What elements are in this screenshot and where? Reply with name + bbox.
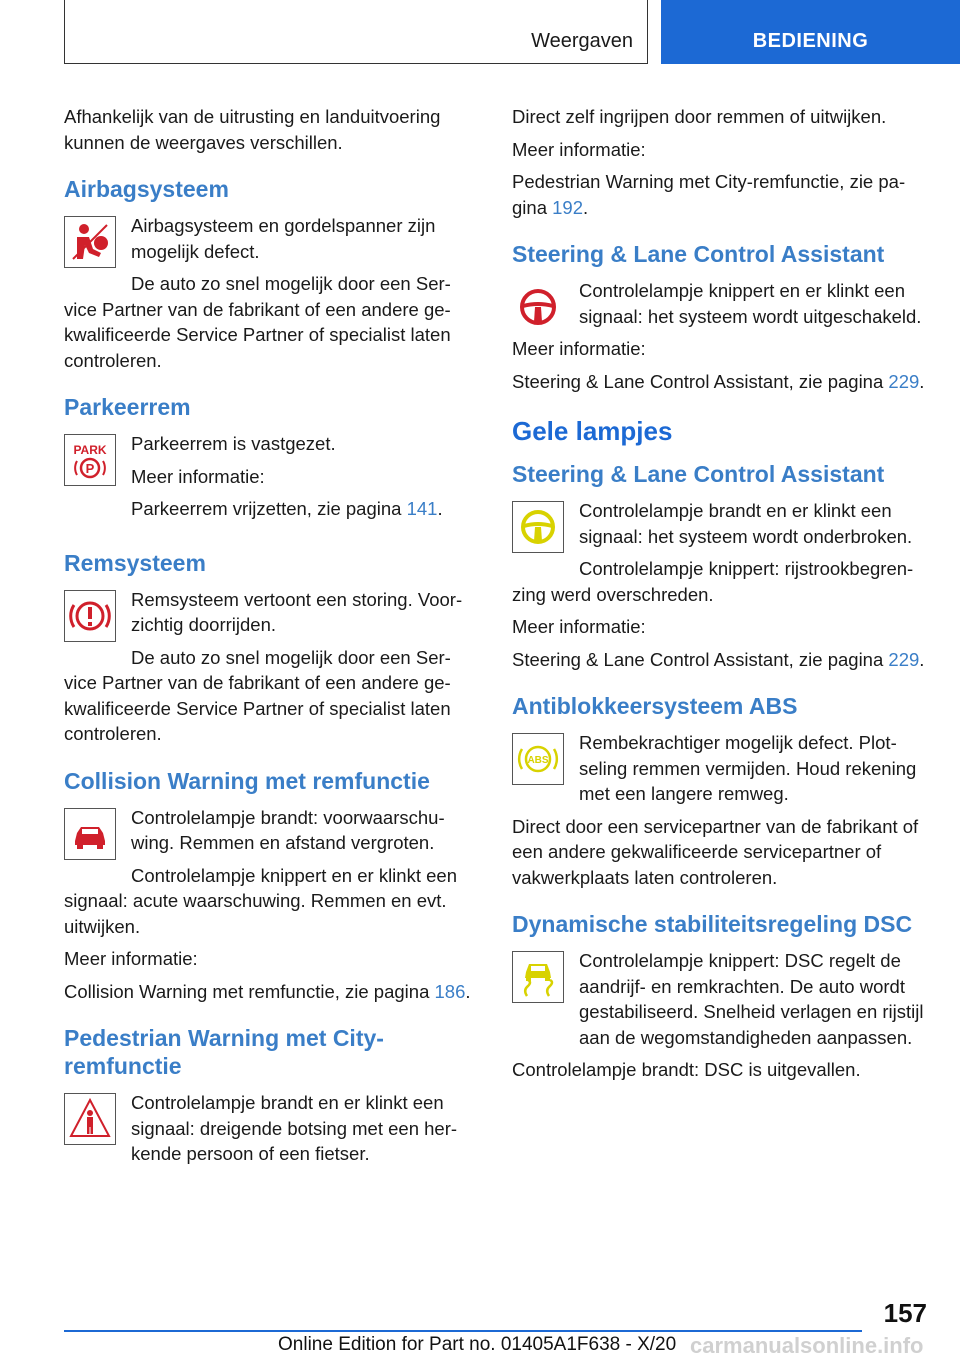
pedestrian-warning-icon xyxy=(64,1093,116,1145)
heading-brake-system: Remsysteem xyxy=(64,549,206,576)
brake-text-2: De auto zo snel mogelijk door een Service Partner van de fabrikant of een andere gekwalificeerde Service Partner of specialist laten controleren. xyxy=(64,646,451,744)
heading-dsc: Dynamische stabiliteitsregeling DSC xyxy=(512,911,913,937)
steering-wheel-yellow-icon xyxy=(512,501,564,553)
entry-airbag xyxy=(64,213,474,271)
heading-yellow-lamps: Gele lampjes xyxy=(512,416,673,446)
collision-page-link[interactable]: 186 xyxy=(434,980,466,1002)
header-section-title: Weergaven xyxy=(531,30,633,52)
airbag-text-1: Airbagsysteem en gordelspanner zijn mogelijk defect. xyxy=(131,215,436,262)
parking-brake-icon xyxy=(64,434,116,486)
pedestrian-text-1: Controlelampje brandt en er klinkt een signaal: dreigende botsing met een herkende persoon of een fietser. xyxy=(131,1092,458,1164)
steering-yellow-text-4: Steering & Lane Control Assistant, zie pagina 229. xyxy=(512,648,925,670)
abs-warning-icon xyxy=(512,733,564,785)
pedestrian-cont-2: Meer informatie: xyxy=(512,138,646,160)
entry-collision-warning xyxy=(64,805,474,863)
intro-text: Afhankelijk van de uitrusting en landuitvoering kunnen de weergaves verschillen. xyxy=(64,106,441,153)
pedestrian-cont-1: Direct zelf ingrijpen door remmen of uitwijken. xyxy=(512,106,887,127)
steering-red-text-1: Controlelampje knippert en er klinkt een signaal: het systeem wordt uitgeschakeld. xyxy=(579,280,922,327)
heading-abs: Antiblokkeersysteem ABS xyxy=(512,693,798,719)
heading-parking-brake: Parkeerrem xyxy=(64,394,191,420)
collision-warning-car-icon xyxy=(64,808,116,860)
entry-brake-system xyxy=(64,587,474,645)
heading-collision-warning: Collision Warning met remfunctie xyxy=(64,767,430,794)
right-column xyxy=(512,104,930,1090)
watermark: carmanualsonline.info xyxy=(690,1333,924,1358)
dsc-text-2: Controlelampje brandt: DSC is uitgevallen. xyxy=(512,1059,861,1080)
footer-rule xyxy=(64,1330,862,1332)
park-text-3: Parkeerrem vrijzetten, zie pagina 141. xyxy=(131,498,443,519)
steering-yellow-text-3: Meer informatie: xyxy=(512,616,646,637)
heading-steering-yellow: Steering & Lane Control Assistant xyxy=(512,461,885,487)
collision-text-4: Collision Warning met remfunctie, zie pagina 186. xyxy=(64,980,471,1002)
header-frame xyxy=(64,0,648,64)
airbag-text-2: De auto zo snel mogelijk door een Service Partner van de fabrikant of een andere gekwalificeerde Service Partner of specialist laten controleren. xyxy=(64,273,451,371)
park-text-1: Parkeerrem is vastgezet. xyxy=(131,433,336,454)
page-number: 157 xyxy=(883,1298,927,1328)
steering-yellow-text-2: Controlelampje knippert: rijstrookbegrenzing werd overschreden. xyxy=(512,558,914,605)
header-chapter-tab: BEDIENING xyxy=(661,0,960,64)
park-icon-label: PARK xyxy=(73,443,107,457)
pedestrian-page-link[interactable]: 192 xyxy=(552,196,583,218)
entry-steering-yellow xyxy=(512,498,930,556)
brake-warning-icon xyxy=(64,590,116,642)
heading-airbag: Airbagsysteem xyxy=(64,176,229,202)
park-page-link[interactable]: 141 xyxy=(406,498,438,519)
park-text-2: Meer informatie: xyxy=(131,465,265,487)
steering-wheel-red-icon xyxy=(512,281,564,333)
collision-text-3: Meer informatie: xyxy=(64,948,198,969)
park-icon-letter: P xyxy=(85,461,95,476)
steering-red-page-link[interactable]: 229 xyxy=(888,370,920,392)
steering-yellow-page-link[interactable]: 229 xyxy=(888,648,920,670)
steering-red-text-3: Steering & Lane Control Assistant, zie pagina 229. xyxy=(512,370,925,392)
pedestrian-cont-3: Pedestrian Warning met City-remfunctie, zie pagina 192. xyxy=(512,171,906,218)
left-column xyxy=(64,104,474,1174)
entry-parking-brake xyxy=(64,431,474,529)
airbag-warning-icon xyxy=(64,216,116,268)
abs-icon-label: ABS xyxy=(527,755,549,766)
entry-abs xyxy=(512,730,930,814)
footer-edition: Online Edition for Part no. 01405A1F638 - X/20 xyxy=(278,1334,677,1355)
steering-yellow-text-1: Controlelampje brandt en er klinkt een signaal: het systeem wordt onderbroken. xyxy=(579,500,913,547)
dsc-skid-car-icon xyxy=(512,951,564,1003)
heading-pedestrian-warning: Pedestrian Warning met City-remfunctie xyxy=(64,1025,384,1079)
heading-steering-red: Steering & Lane Control Assistant xyxy=(512,241,885,267)
entry-pedestrian-warning xyxy=(64,1090,474,1174)
brake-text-1: Remsysteem vertoont een storing. Voorzichtig doorrijden. xyxy=(131,588,463,635)
dsc-text-1: Controlelampje knippert: DSC regelt de aandrijf- en remkrachten. De auto wordt gestabiliseerd. Snelheid verlagen en rijstijl aan de wegomstandigheden aanpassen. xyxy=(579,950,924,1048)
abs-text-2: Direct door een servicepartner van de fabrikant of een andere gekwalificeerde servicepartner of vakwerkplaats laten controleren. xyxy=(512,815,919,888)
abs-text-1: Rembekrachtiger mogelijk defect. Plotseling remmen vermijden. Houd rekening met een langere remweg. xyxy=(579,732,917,804)
entry-dsc xyxy=(512,948,930,1057)
collision-text-2: Controlelampje knippert en er klinkt een signaal: acute waarschuwing. Remmen en evt. uitwijken. xyxy=(64,864,457,937)
steering-red-text-2: Meer informatie: xyxy=(512,338,646,359)
collision-text-1: Controlelampje brandt: voorwaarschuwing. Remmen en afstand vergroten. xyxy=(131,806,445,853)
entry-steering-red xyxy=(512,278,930,336)
